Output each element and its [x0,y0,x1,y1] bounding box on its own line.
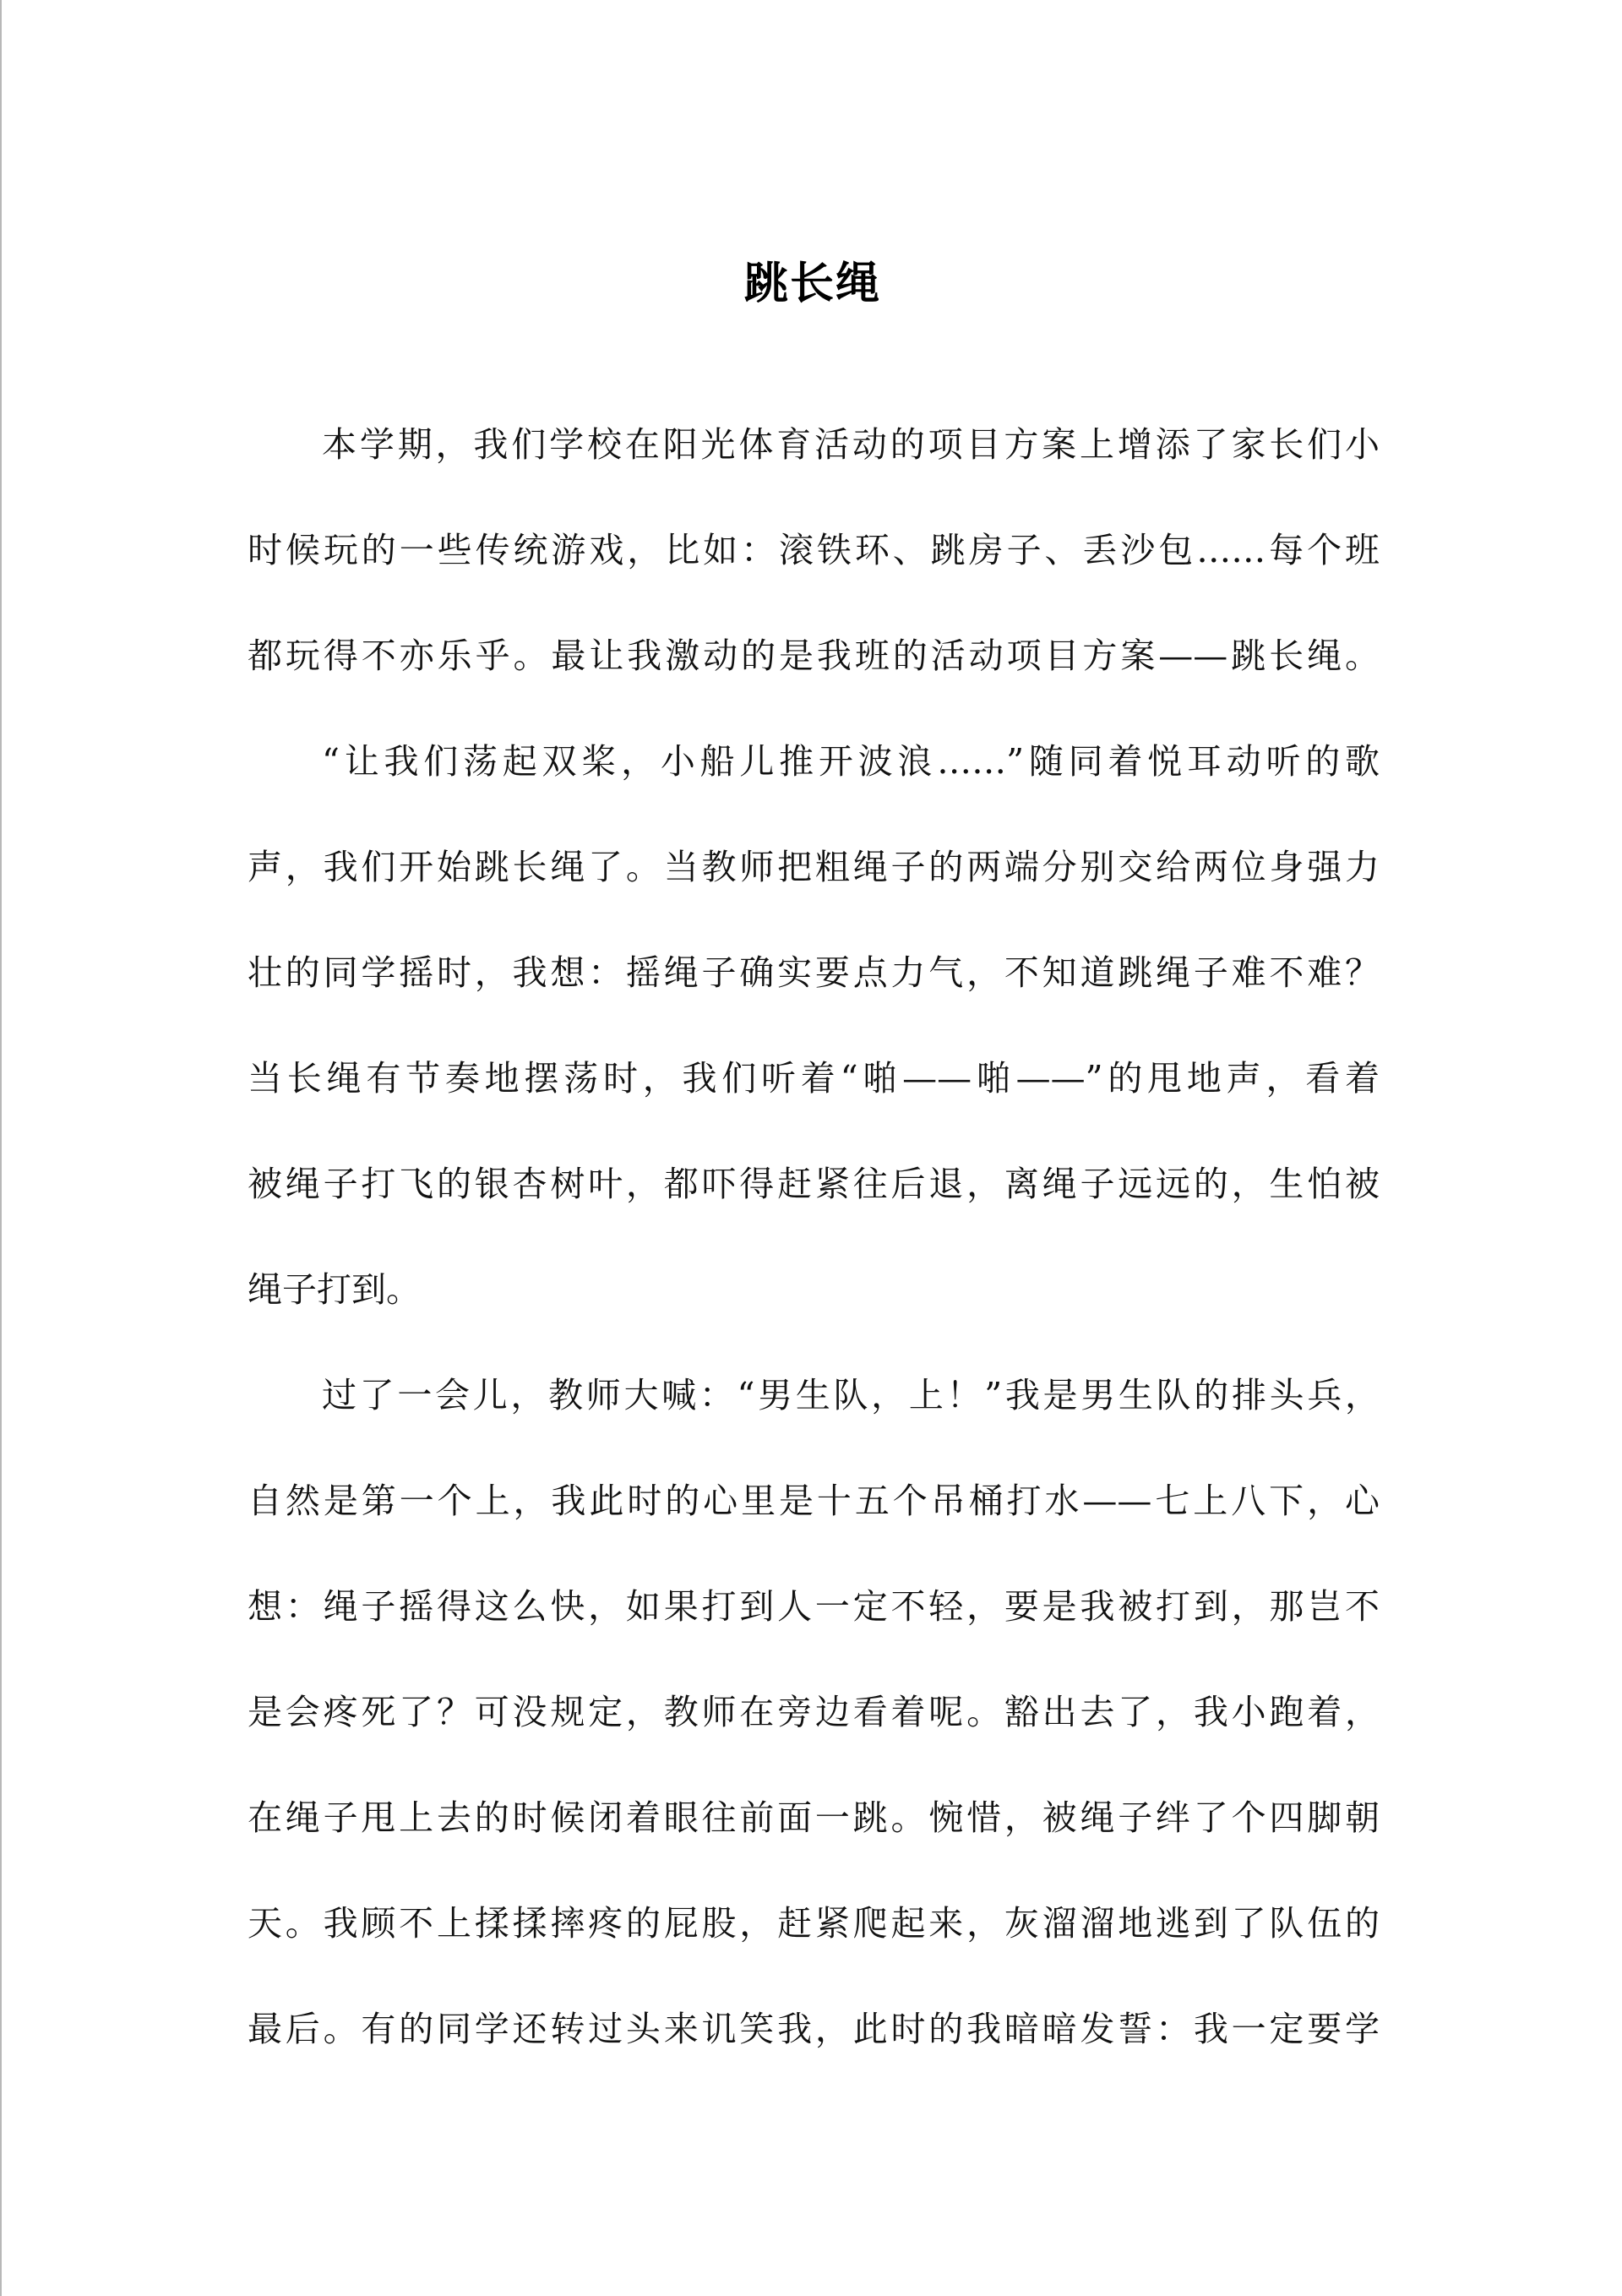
body-line: “让我们荡起双桨，小船儿推开波浪……”随同着悦耳动听的歌 [322,741,1380,782]
body-line: 当长绳有节奏地摆荡时，我们听着“啪——啪——”的甩地声，看着 [248,1058,1380,1099]
body-line: 被绳子打飞的银杏树叶，都吓得赶紧往后退，离绳子远远的，生怕被 [248,1164,1380,1204]
body-line: 时候玩的一些传统游戏，比如：滚铁环、跳房子、丢沙包……每个班 [248,530,1380,570]
body-line: 本学期，我们学校在阳光体育活动的项目方案上增添了家长们小 [322,424,1380,465]
body-line: 天。我顾不上揉揉摔疼的屁股，赶紧爬起来，灰溜溜地逃到了队伍的 [248,1903,1380,1944]
body-line: 在绳子甩上去的时候闭着眼往前面一跳。惋惜，被绳子绊了个四脚朝 [248,1797,1380,1838]
document-title: 跳长绳 [743,258,881,309]
document-body [248,392,1380,2082]
body-line: 最后。有的同学还转过头来讥笑我，此时的我暗暗发誓：我一定要学 [248,2009,1380,2049]
body-line: 壮的同学摇时，我想：摇绳子确实要点力气，不知道跳绳子难不难？ [248,952,1380,993]
body-line: 过了一会儿，教师大喊：“男生队，上！”我是男生队的排头兵， [322,1375,1380,1415]
body-line: 声，我们开始跳长绳了。当教师把粗绳子的两端分别交给两位身强力 [248,847,1380,887]
body-line: 都玩得不亦乐乎。最让我激动的是我班的活动项目方案——跳长绳。 [248,635,1380,676]
body-line: 想：绳子摇得这么快，如果打到人一定不轻，要是我被打到，那岂不 [248,1586,1380,1627]
body-line: 是会疼死了？可没规定，教师在旁边看着呢。豁出去了，我小跑着， [248,1692,1380,1732]
body-line: 自然是第一个上，我此时的心里是十五个吊桶打水——七上八下，心 [248,1481,1380,1521]
body-line: 绳子打到。 [248,1269,421,1310]
